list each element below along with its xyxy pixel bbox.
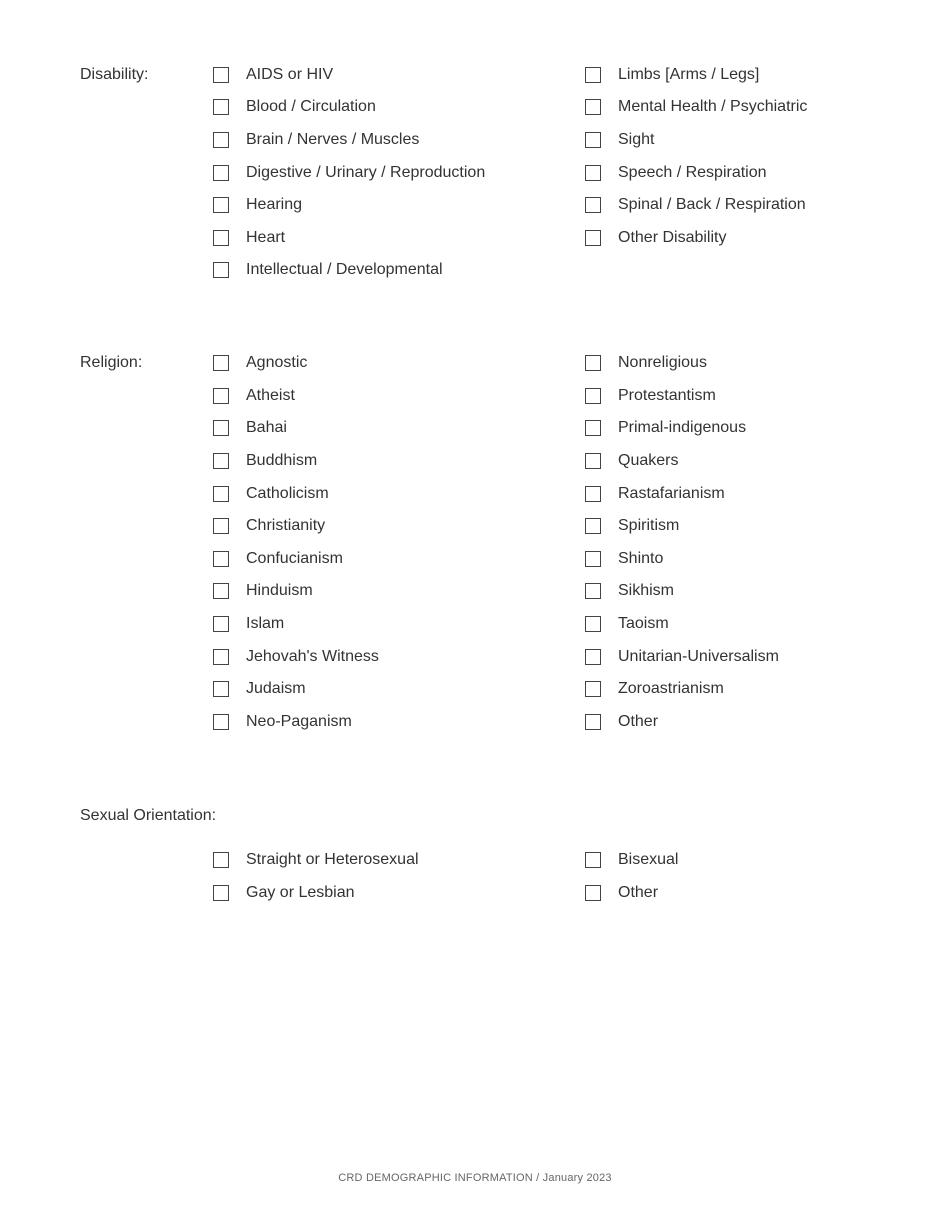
checkbox-catholicism[interactable] (213, 484, 329, 504)
checkbox-label: Digestive / Urinary / Reproduction (246, 164, 486, 181)
checkbox-box[interactable] (585, 551, 601, 567)
checkbox-label: Zoroastrianism (618, 680, 724, 697)
checkbox-bahai[interactable] (213, 418, 287, 438)
checkbox-box[interactable] (585, 518, 601, 534)
checkbox-box[interactable] (585, 583, 601, 599)
checkbox-sight[interactable] (585, 130, 654, 150)
checkbox-box[interactable] (213, 67, 229, 83)
checkbox-buddhism[interactable] (213, 451, 317, 471)
checkbox-label: Quakers (618, 452, 679, 469)
checkbox-religion-other[interactable] (585, 712, 658, 732)
checkbox-box[interactable] (213, 420, 229, 436)
checkbox-box[interactable] (213, 714, 229, 730)
checkbox-label: Heart (246, 229, 286, 246)
checkbox-islam[interactable] (213, 614, 284, 634)
checkbox-box[interactable] (585, 230, 601, 246)
checkbox-box[interactable] (213, 355, 229, 371)
checkbox-label: Neo-Paganism (246, 713, 352, 730)
checkbox-box[interactable] (585, 420, 601, 436)
religion-label: Religion: (80, 354, 143, 371)
checkbox-sikhism[interactable] (585, 581, 674, 601)
checkbox-limbs[interactable] (585, 65, 759, 85)
checkbox-intellectual-developmental[interactable] (213, 260, 443, 280)
checkbox-quakers[interactable] (585, 451, 678, 471)
checkbox-box[interactable] (585, 681, 601, 697)
checkbox-aids-hiv[interactable] (213, 65, 333, 85)
checkbox-label: Other (618, 713, 659, 730)
checkbox-box[interactable] (213, 132, 229, 148)
checkbox-box[interactable] (585, 165, 601, 181)
checkbox-box[interactable] (585, 714, 601, 730)
checkbox-primal-indigenous[interactable] (585, 418, 746, 438)
checkbox-unitarian-universalism[interactable] (585, 647, 779, 667)
checkbox-label: Spiritism (618, 517, 680, 534)
checkbox-label: Unitarian-Universalism (618, 648, 779, 665)
checkbox-confucianism[interactable] (213, 549, 343, 569)
checkbox-label: Speech / Respiration (618, 164, 767, 181)
checkbox-box[interactable] (585, 355, 601, 371)
checkbox-label: Brain / Nerves / Muscles (246, 131, 420, 148)
checkbox-label: Jehovah's Witness (246, 648, 379, 665)
checkbox-agnostic[interactable] (213, 353, 307, 373)
checkbox-jehovahs-witness[interactable] (213, 647, 379, 667)
disability-label: Disability: (80, 66, 149, 83)
checkbox-box[interactable] (213, 99, 229, 115)
checkbox-box[interactable] (213, 518, 229, 534)
checkbox-shinto[interactable] (585, 549, 663, 569)
checkbox-label: Buddhism (246, 452, 318, 469)
checkbox-box[interactable] (585, 649, 601, 665)
checkbox-hinduism[interactable] (213, 581, 313, 601)
checkbox-label: Bisexual (618, 851, 679, 868)
checkbox-box[interactable] (585, 67, 601, 83)
checkbox-box[interactable] (585, 388, 601, 404)
checkbox-label: Spinal / Back / Respiration (618, 196, 806, 213)
checkbox-hearing[interactable] (213, 195, 302, 215)
checkbox-label: Intellectual / Developmental (246, 261, 443, 278)
checkbox-label: Islam (246, 615, 285, 632)
checkbox-box[interactable] (213, 388, 229, 404)
checkbox-label: Nonreligious (618, 354, 707, 371)
checkbox-label: Other (618, 884, 659, 901)
page-footer: CRD DEMOGRAPHIC INFORMATION / January 2023 (338, 1172, 612, 1184)
checkbox-label: Sight (618, 131, 655, 148)
checkbox-spiritism[interactable] (585, 516, 679, 536)
checkbox-label: Agnostic (246, 354, 308, 371)
checkbox-box[interactable] (213, 681, 229, 697)
checkbox-box[interactable] (585, 197, 601, 213)
checkbox-brain-nerves-muscles[interactable] (213, 130, 419, 150)
checkbox-spinal-back[interactable] (585, 195, 806, 215)
checkbox-box[interactable] (585, 453, 601, 469)
checkbox-label: Rastafarianism (618, 485, 725, 502)
checkbox-orientation-other[interactable] (585, 883, 658, 903)
checkbox-label: Bahai (246, 419, 287, 436)
checkbox-mental-health[interactable] (585, 97, 807, 117)
checkbox-protestantism[interactable] (585, 386, 716, 406)
checkbox-box[interactable] (213, 453, 229, 469)
checkbox-box[interactable] (213, 551, 229, 567)
checkbox-box[interactable] (213, 583, 229, 599)
checkbox-box[interactable] (585, 486, 601, 502)
checkbox-box[interactable] (213, 197, 229, 213)
checkbox-atheist[interactable] (213, 386, 295, 406)
checkbox-box[interactable] (213, 885, 229, 901)
checkbox-label: Primal-indigenous (618, 419, 747, 436)
checkbox-bisexual[interactable] (585, 850, 678, 870)
checkbox-label: Blood / Circulation (246, 98, 376, 115)
checkbox-digestive-urinary-reproduction[interactable] (213, 163, 485, 183)
checkbox-label: Sikhism (618, 582, 675, 599)
checkbox-speech-respiration[interactable] (585, 163, 767, 183)
checkbox-other-disability[interactable] (585, 228, 726, 248)
checkbox-label: Atheist (246, 387, 295, 404)
checkbox-taoism[interactable] (585, 614, 669, 634)
checkbox-box[interactable] (213, 616, 229, 632)
checkbox-straight[interactable] (213, 850, 419, 870)
checkbox-label: Christianity (246, 517, 326, 534)
checkbox-label: Straight or Heterosexual (246, 851, 419, 868)
checkbox-rastafarianism[interactable] (585, 484, 725, 504)
checkbox-label: AIDS or HIV (246, 66, 334, 83)
checkbox-heart[interactable] (213, 228, 285, 248)
orientation-label: Sexual Orientation: (80, 807, 217, 824)
checkbox-label: Gay or Lesbian (246, 884, 355, 901)
checkbox-nonreligious[interactable] (585, 353, 707, 373)
checkbox-box[interactable] (213, 852, 229, 868)
checkbox-label: Shinto (618, 550, 664, 567)
checkbox-zoroastrianism[interactable] (585, 679, 724, 699)
checkbox-box[interactable] (585, 99, 601, 115)
checkbox-label: Judaism (246, 680, 306, 697)
checkbox-box[interactable] (213, 165, 229, 181)
checkbox-box[interactable] (213, 262, 229, 278)
checkbox-judaism[interactable] (213, 679, 306, 699)
checkbox-gay-lesbian[interactable] (213, 883, 355, 903)
checkbox-label: Protestantism (618, 387, 716, 404)
checkbox-blood-circulation[interactable] (213, 97, 376, 117)
checkbox-label: Other Disability (618, 229, 727, 246)
checkbox-label: Catholicism (246, 485, 329, 502)
checkbox-box[interactable] (585, 132, 601, 148)
checkbox-label: Taoism (618, 615, 669, 632)
checkbox-christianity[interactable] (213, 516, 325, 536)
checkbox-box[interactable] (585, 616, 601, 632)
checkbox-box[interactable] (585, 885, 601, 901)
checkbox-box[interactable] (213, 230, 229, 246)
checkbox-neo-paganism[interactable] (213, 712, 352, 732)
checkbox-label: Hinduism (246, 582, 313, 599)
checkbox-box[interactable] (213, 486, 229, 502)
checkbox-label: Limbs [Arms / Legs] (618, 66, 760, 83)
checkbox-label: Mental Health / Psychiatric (618, 98, 808, 115)
checkbox-box[interactable] (213, 649, 229, 665)
checkbox-label: Confucianism (246, 550, 343, 567)
checkbox-box[interactable] (585, 852, 601, 868)
checkbox-label: Hearing (246, 196, 303, 213)
